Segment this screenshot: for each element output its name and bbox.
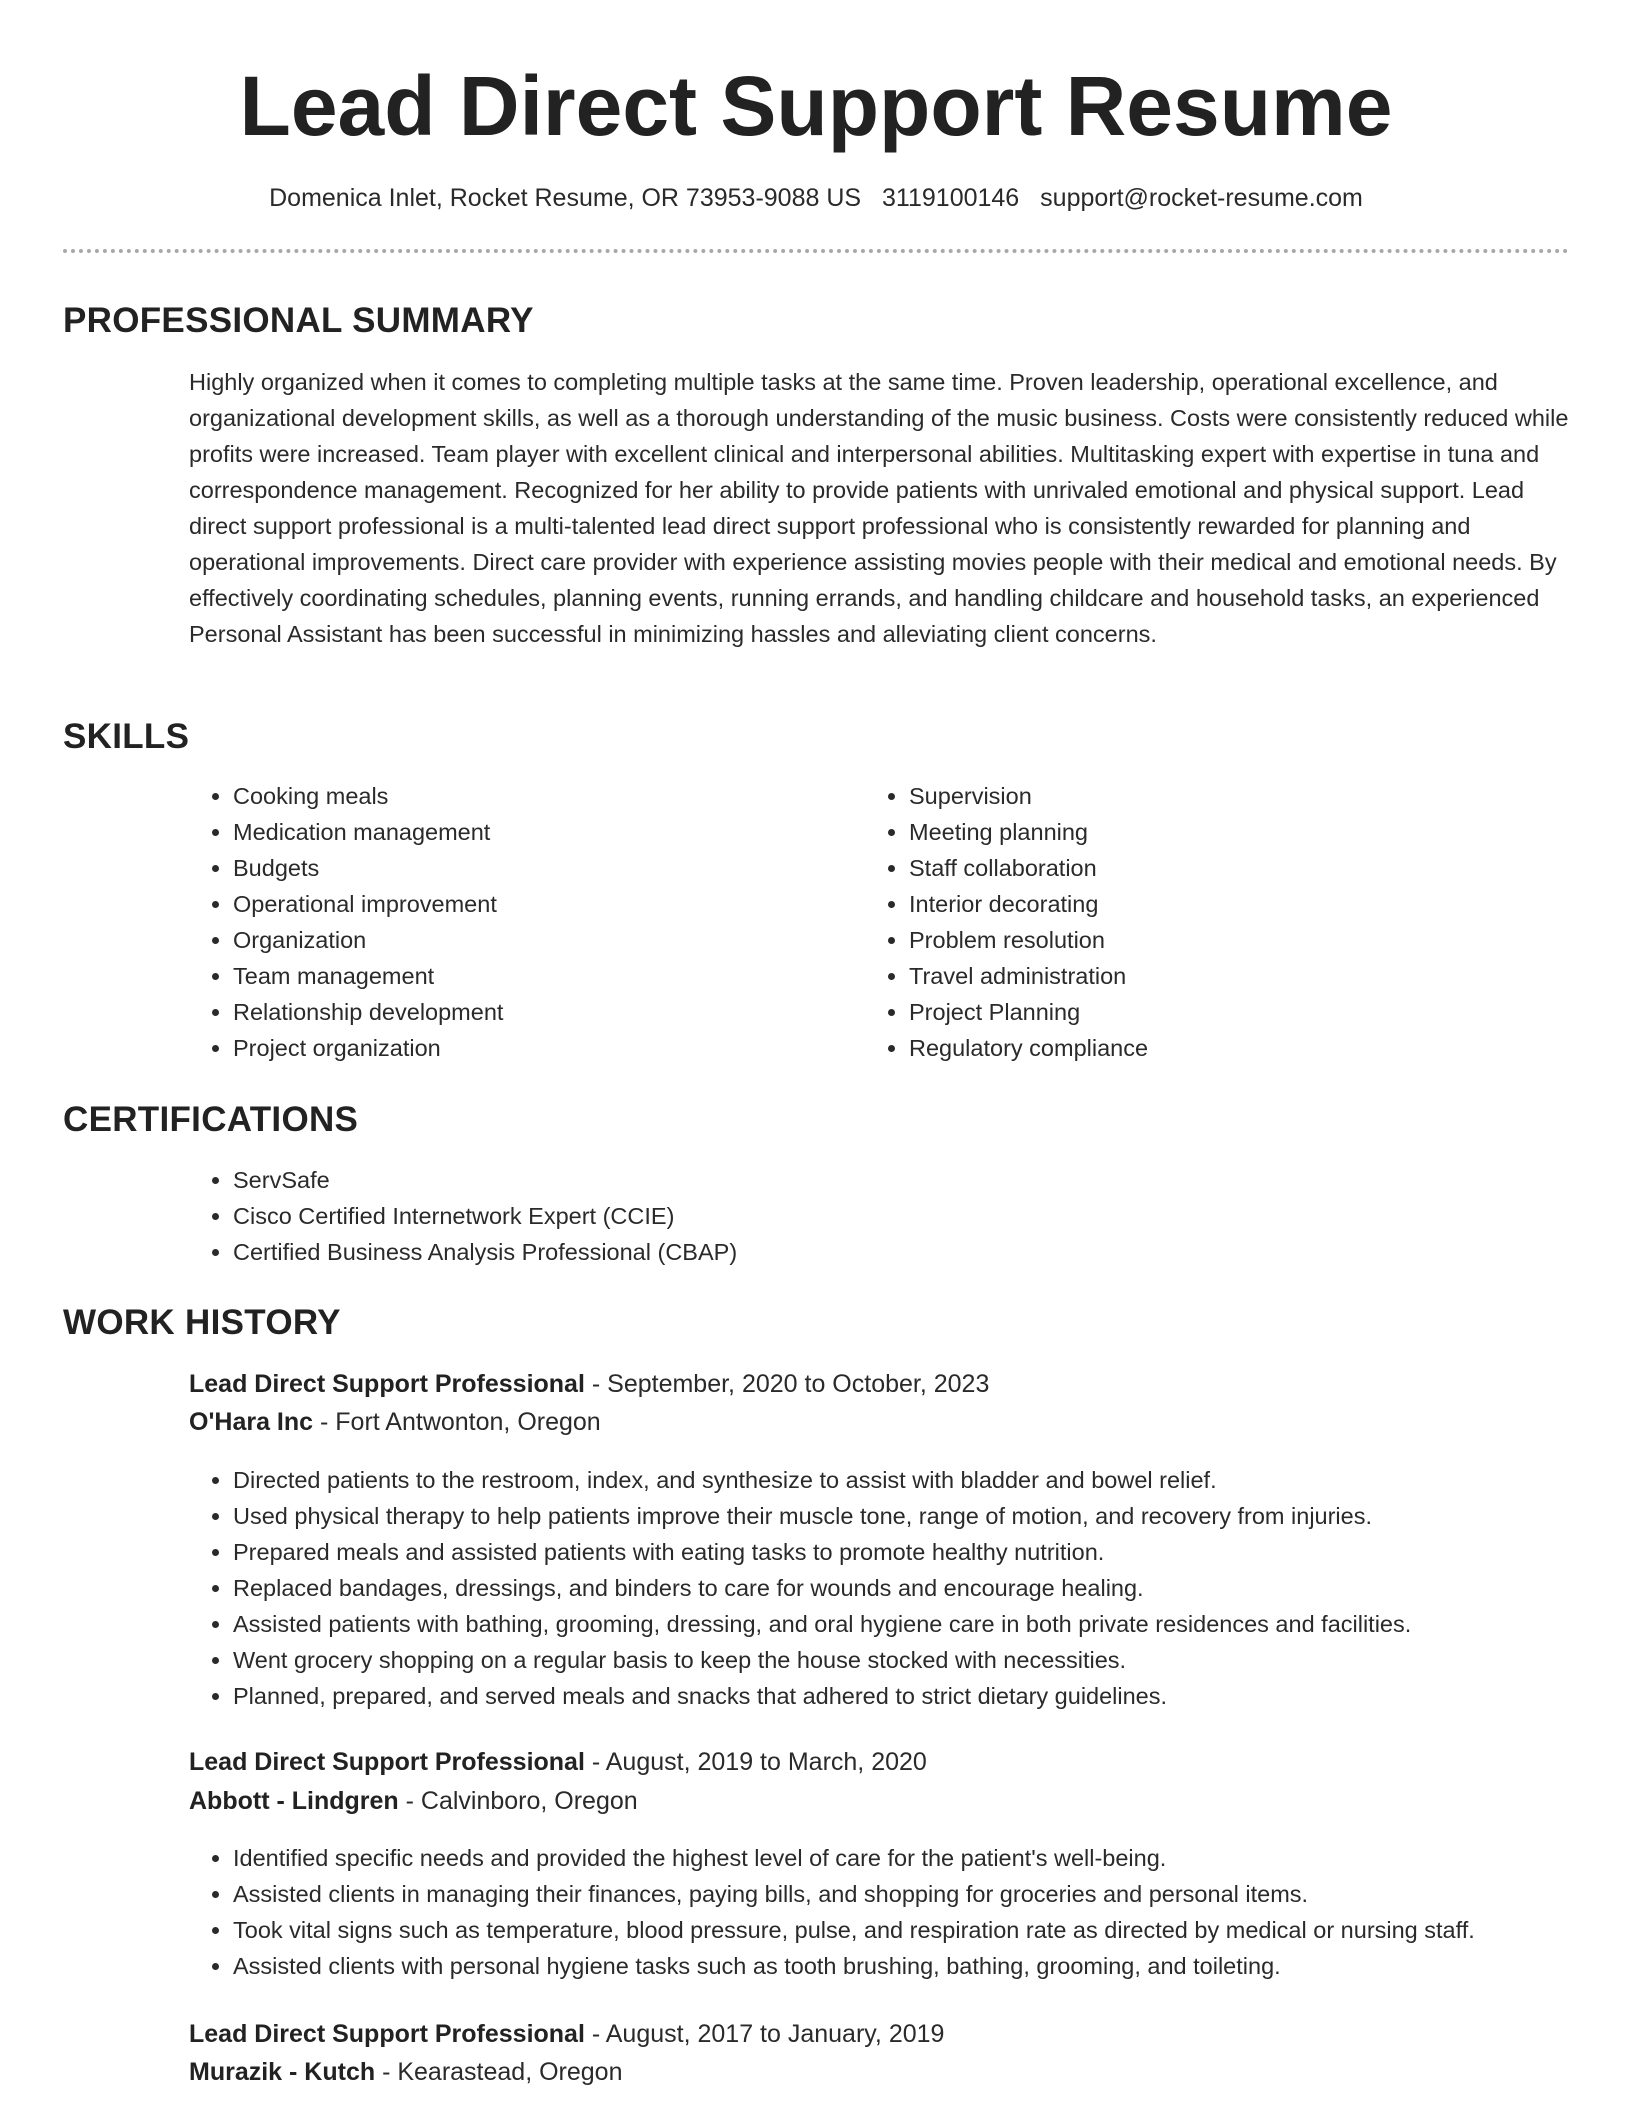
skill-item: • Budgets [233, 850, 853, 886]
job-duty-item: • Took vital signs such as temperature, blood pressure, pulse, and respiration rate as directed by medical or nursing staff. [233, 1912, 1632, 1948]
job-duty-item: • Replaced bandages, dressings, and binders to care for wounds and encourage healing. [233, 1570, 1632, 1606]
contact-address: Domenica Inlet, Rocket Resume, OR 73953-9088 US [269, 184, 862, 212]
job-company: Abbott - Lindgren [189, 1787, 399, 1815]
skill-item: • Staff collaboration [909, 850, 1529, 886]
job-title-line [189, 1743, 927, 1781]
certifications-list [189, 1162, 1613, 1270]
contact-phone: 3119100146 [882, 184, 1020, 212]
summary-text: Highly organized when it comes to completing multiple tasks at the same time. Proven leadership, operational excellence, and organizational development skills, as well as a thorough understanding of the music business. Costs were consistently reduced while profits were increased. Team player with excellent clinical and interpersonal abilities. Multitasking expert with expertise in tuna and correspondence management. Recognized for her ability to provide patients with unrivaled emotional and physical support. Lead direct support professional is a multi-talented lead direct support professional who is consistently rewarded for planning and operational improvements. Direct care provider with experience assisting movies people with their medical and emotional needs. By effectively coordinating schedules, planning events, running errands, and handling childcare and household tasks, an experienced Personal Assistant has been successful in minimizing hassles and alleviating client concerns. [189, 369, 1569, 647]
skill-item: • Team management [233, 958, 853, 994]
job-title-line [189, 1365, 989, 1403]
job-company-line [189, 2053, 623, 2091]
job-duties-list [189, 1462, 1632, 1714]
job-company: O'Hara Inc [189, 1408, 314, 1436]
skill-item: • Travel administration [909, 958, 1529, 994]
job-role: Lead Direct Support Professional [189, 2020, 585, 2048]
job-role: Lead Direct Support Professional [189, 1370, 585, 1398]
contact-line [0, 180, 1632, 216]
skills-list-left [189, 778, 853, 1066]
skill-item: • Interior decorating [909, 886, 1529, 922]
skill-item: • Operational improvement [233, 886, 853, 922]
job-duty-item: • Prepared meals and assisted patients with eating tasks to promote healthy nutrition. [233, 1534, 1632, 1570]
job-duty-item: • Planned, prepared, and served meals and snacks that adhered to strict dietary guidelines. [233, 1678, 1632, 1714]
job-location: - Fort Antwonton, Oregon [313, 1408, 601, 1436]
skill-item: • Regulatory compliance [909, 1030, 1529, 1066]
job-duty-item: • Directed patients to the restroom, index, and synthesize to assist with bladder and bowel relief. [233, 1462, 1632, 1498]
certification-item: • ServSafe [233, 1162, 1613, 1198]
job-company-line [189, 1403, 601, 1441]
skills-list-right [865, 778, 1529, 1066]
skill-item: • Cooking meals [233, 778, 853, 814]
skill-item: • Project organization [233, 1030, 853, 1066]
job-duty-item: • Identified specific needs and provided the highest level of care for the patient's well-being. [233, 1840, 1632, 1876]
job-duty-item: • Assisted clients with personal hygiene tasks such as tooth brushing, bathing, grooming, and toileting. [233, 1948, 1632, 1984]
job-dates: - August, 2019 to March, 2020 [584, 1748, 927, 1776]
skill-item: • Problem resolution [909, 922, 1529, 958]
resume-title: Lead Direct Support Resume [239, 59, 1393, 153]
skill-item: • Meeting planning [909, 814, 1529, 850]
job-title-line [189, 2015, 944, 2053]
job-duty-item: • Went grocery shopping on a regular basis to keep the house stocked with necessities. [233, 1642, 1632, 1678]
contact-email: support@rocket-resume.com [1040, 184, 1363, 212]
job-company-line [189, 1782, 638, 1820]
section-title-work-history: WORK HISTORY [63, 1303, 341, 1342]
job-duties-list [189, 1840, 1632, 1984]
skill-item: • Project Planning [909, 994, 1529, 1030]
header-divider [63, 249, 1569, 253]
job-duty-item: • Assisted clients in managing their finances, paying bills, and shopping for groceries and personal items. [233, 1876, 1632, 1912]
certification-item: • Certified Business Analysis Professional (CBAP) [233, 1234, 1613, 1270]
job-duty-item: • Assisted patients with bathing, grooming, dressing, and oral hygiene care in both private residences and facilities. [233, 1606, 1632, 1642]
certification-item: • Cisco Certified Internetwork Expert (CCIE) [233, 1198, 1613, 1234]
section-title-certifications: CERTIFICATIONS [63, 1100, 359, 1139]
skill-item: • Supervision [909, 778, 1529, 814]
job-company: Murazik - Kutch [189, 2058, 376, 2086]
section-title-skills: SKILLS [63, 717, 190, 756]
job-role: Lead Direct Support Professional [189, 1748, 585, 1776]
job-location: - Calvinboro, Oregon [398, 1787, 638, 1815]
section-title-summary: PROFESSIONAL SUMMARY [63, 301, 534, 340]
skill-item: • Medication management [233, 814, 853, 850]
job-duty-item: • Used physical therapy to help patients improve their muscle tone, range of motion, and recovery from injuries. [233, 1498, 1632, 1534]
job-location: - Kearastead, Oregon [375, 2058, 623, 2086]
job-dates: - August, 2017 to January, 2019 [584, 2020, 945, 2048]
skill-item: • Relationship development [233, 994, 853, 1030]
skill-item: • Organization [233, 922, 853, 958]
job-dates: - September, 2020 to October, 2023 [584, 1370, 990, 1398]
